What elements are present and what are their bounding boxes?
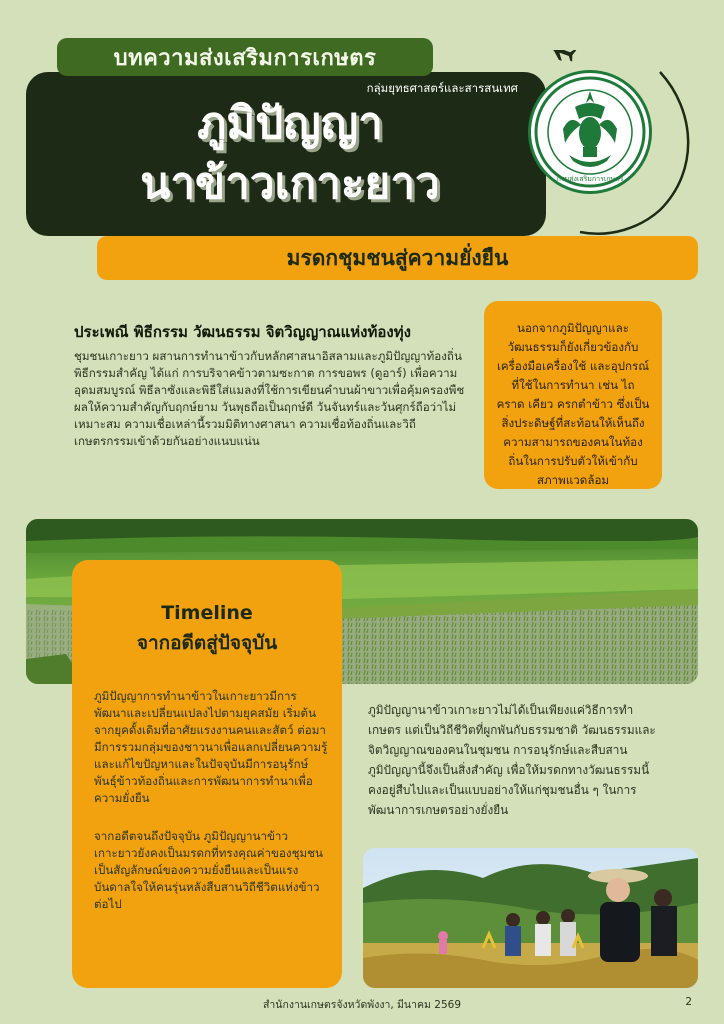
- emblem-text: กรมส่งเสริมการเกษตร: [556, 175, 624, 183]
- airplane-icon: [538, 50, 577, 64]
- conclusion-paragraph: ภูมิปัญญานาข้าวเกาะยาวไม่ได้เป็นเพียงแค่วิธีการทำเกษตร แต่เป็นวิถีชีวิตที่ผูกพันกับธรรมชาติ วัฒนธรรมและจิตวิญญาณของคนในชุมชน การอนุรักษ์และสืบสานภูมิปัญญานี้จึงเป็นสิ่งสำคัญ เพื่อให้มรดกทางวัฒนธรรมนี้คงอยู่สืบไปและเป็นแบบอย่างให้แก่ชุมชนอื่น ๆ ในการพัฒนาการเกษตรอย่างยั่งยืน: [368, 703, 656, 817]
- timeline-paragraph-2: จากอดีตจนถึงปัจจุบัน ภูมิปัญญานาข้าวเกาะยาวยังคงเป็นมรดกที่ทรงคุณค่าของชุมชน เป็นสัญลักษณ์ของความยั่งยืนและเป็นแรงบันดาลใจให้คนรุ่นหลังสืบสานวิถีชีวิตแห่งข้าวต่อไป: [94, 829, 323, 911]
- org-name: กลุ่มยุทธศาสตร์และสารสนเทศ: [366, 81, 518, 95]
- tradition-paragraph: ชุมชนเกาะยาว ผสานการทำนาข้าวกับหลักศาสนาอิสลามและภูมิปัญญาท้องถิ่น พิธีกรรมสำคัญ ได้แก่ การบริจาคข้าวตามซะกาต การขอพร (ดูอาร์) เพื่อความอุดมสมบูรณ์ พิธีลาซังและพิธีใส่แมลงที่ใช้การเขียนคำบนผ้าขาวเพื่อคุ้มครองพืชผลให้ความสำคัญกับฤกษ์ยาม วันพุธถือเป็นฤกษ์ดี วันจันทร์และวันศุกร์ถือว่าไม่เหมาะสม ความเชื่อเหล่านี้รวมมิติทางศาสนา ความเชื่อท้องถิ่นและวิถีเกษตรกรรมเข้าด้วยกันอย่างแนบแน่น: [74, 349, 465, 448]
- timeline-paragraph-1: ภูมิปัญญาการทำนาข้าวในเกาะยาวมีการพัฒนาและเปลี่ยนแปลงไปตามยุคสมัย เริ่มต้นจากยุคดั้งเดิมที่อาศัยแรงงานคนและสัตว์ ต่อมามีการรวมกลุ่มของชาวนาเพื่อแลกเปลี่ยนความรู้และแก้ไขปัญหาและในปัจจุบันมีการอนุรักษ์พันธุ์ข้าวท้องถิ่นและการพัฒนาการทำนาเพื่อความยั่งยืน: [94, 689, 328, 805]
- timeline-title-en: Timeline: [161, 602, 253, 624]
- harvest-people-photo: [363, 848, 698, 988]
- timeline-title: [72, 598, 342, 658]
- footer-office: สำนักงานเกษตรจังหวัดพังงา, มีนาคม 2569: [262, 999, 462, 1011]
- doae-emblem: [528, 70, 652, 194]
- main-title-line-1: ภูมิปัญญา: [197, 98, 383, 149]
- page-number: 2: [685, 996, 692, 1008]
- tools-info-box: [484, 301, 662, 489]
- section-heading: ประเพณี พิธีกรรม วัฒนธรรม จิตวิญญาณแห่งท้องทุ่ง: [74, 323, 411, 341]
- category-tag: บทความส่งเสริมการเกษตร: [57, 38, 433, 76]
- timeline-title-th: จากอดีตสู่ปัจจุบัน: [136, 632, 278, 654]
- tools-info-text: นอกจากภูมิปัญญาและวัฒนธรรมก็ยังเกี่ยวข้องกับเครื่องมือเครื่องใช้ และอุปกรณ์ที่ใช้ในการทำนา เช่น ไถ คราด เคียว ครกตำข้าว ซึ่งเป็นสิ่งประดิษฐ์ที่สะท้อนให้เห็นถึงความสามารถของคนในท้องถิ่นในการปรับตัวให้เข้ากับสภาพแวดล้อม: [496, 321, 650, 487]
- main-title-line-2: นาข้าวเกาะยาว: [140, 158, 440, 209]
- main-title: [60, 94, 520, 214]
- subtitle-banner: มรดกชุมชนสู่ความยั่งยืน: [97, 236, 698, 280]
